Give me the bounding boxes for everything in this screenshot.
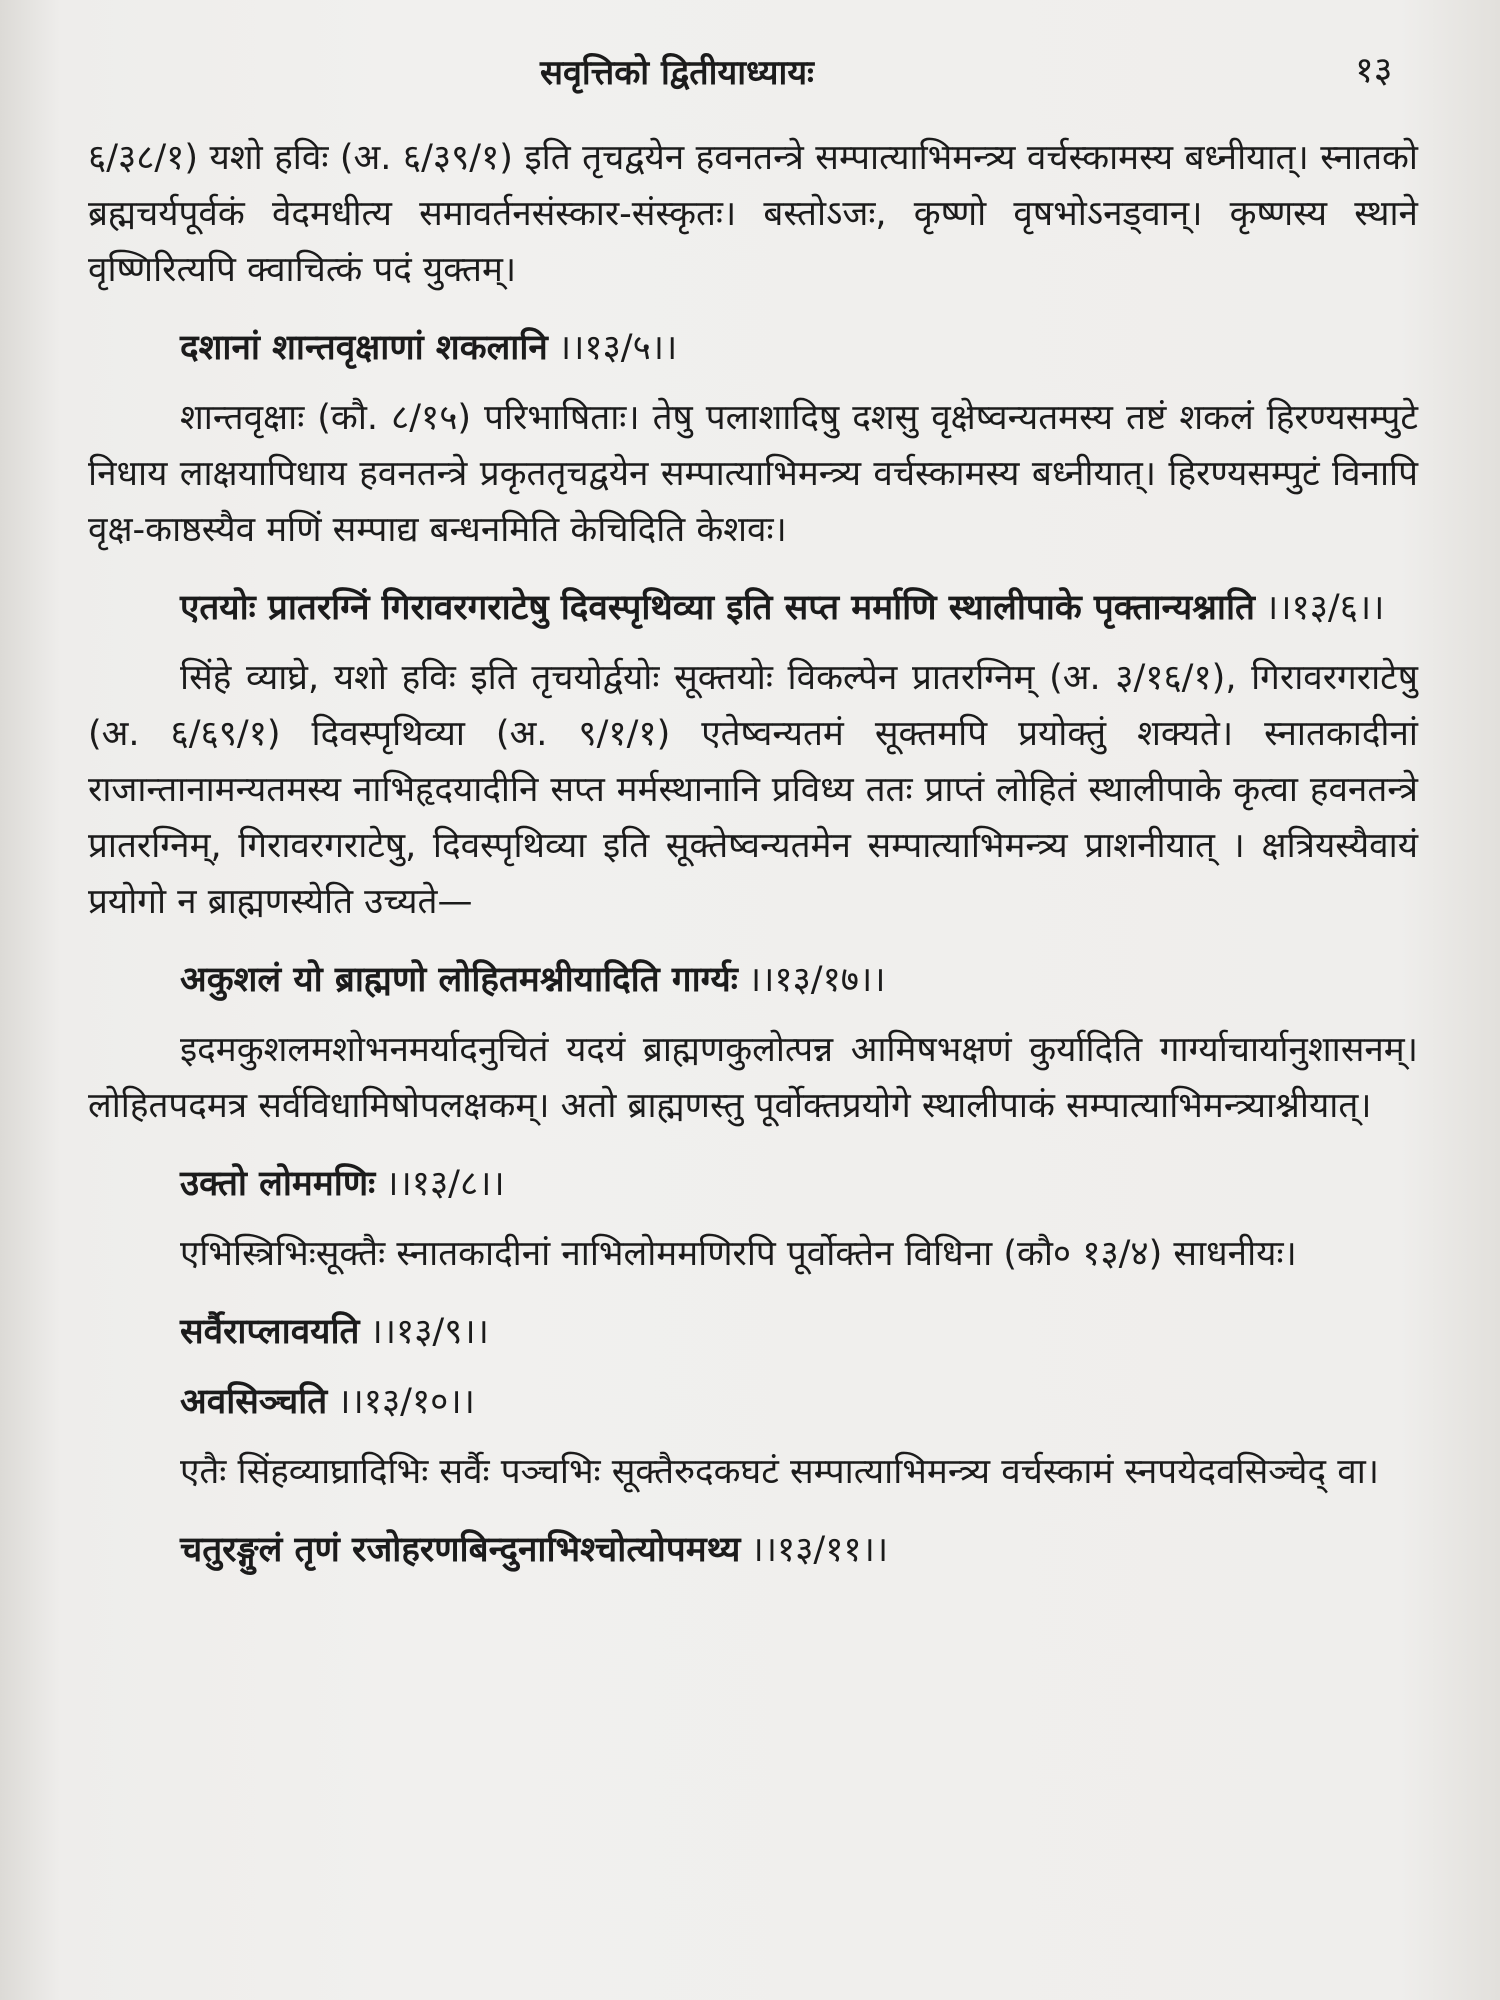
commentary-paragraph: इदमकुशलमशोभनमर्यादनुचितं यदयं ब्राह्मणकुलोत्पन्न आमिषभक्षणं कुर्यादिति गार्ग्याचार्यानुशासनम्। लोहितपदमत्र सर्वविधामिषोपलक्षकम्। अतो ब्राह्मणस्तु पूर्वोक्तप्रयोगे स्थालीपाकं सम्पात्याभिमन्त्र्याश्नीयात्। [88,1030,1418,1126]
commentary-paragraph: ६/३८/१) यशो हविः (अ. ६/३९/१) इति तृचद्वयेन हवनतन्त्रे सम्पात्याभिमन्त्र्य वर्चस्कामस्य बध्नीयात्। स्नातको ब्रह्मचर्यपूर्वकं वेदमधीत्य समावर्तनसंस्कार-संस्कृतः। बस्तोऽजः, कृष्णो वृषभोऽनड्वान्। कृष्णस्य स्थाने वृष्णिरित्यपि क्वाचित्कं पदं युक्तम्। [88,138,1418,290]
sutra-13-17 [88,952,1418,1008]
commentary-paragraph: एतैः सिंहव्याघ्रादिभिः सर्वैः पञ्चभिः सूक्तैरुदकघटं सम्पात्याभिमन्त्र्य वर्चस्कामं स्नपयेदवसिञ्चेद् वा। [180,1452,1380,1492]
sutra-reference: ।।१३/६।। [1265,588,1385,628]
sutra-reference: ।।१३/१०।। [337,1382,475,1422]
sutra-text: अकुशलं यो ब्राह्मणो लोहितमश्नीयादिति गार्ग्यः [180,960,738,1000]
page-number: १३ [1355,50,1393,91]
sutra-13-5 [88,320,1418,376]
sutra-text: उक्तो लोममणिः [180,1164,376,1204]
sutra-13-6 [88,580,1418,636]
page-body [88,130,1418,1592]
page-header [0,40,1500,93]
sutra-reference: ।।१३/८।। [385,1164,505,1204]
sutra-13-10 [88,1374,1418,1430]
commentary-paragraph: शान्तवृक्षाः (कौ. ८/१५) परिभाषिताः। तेषु पलाशादिषु दशसु वृक्षेष्वन्यतमस्य तष्टं शकलं हिरण्यसम्पुटे निधाय लाक्षयापिधाय हवनतन्त्रे प्रकृततृचद्वयेन सम्पात्याभिमन्त्र्य वर्चस्कामस्य बध्नीयात्। हिरण्यसम्पुटं विनापि वृक्ष-काष्ठस्यैव मणिं सम्पाद्य बन्धनमिति केचिदिति केशवः। [88,398,1418,550]
sutra-13-8 [88,1156,1418,1212]
sutra-text: अवसिञ्चति [180,1382,328,1422]
sutra-text: चतुरङ्गुलं तृणं रजोहरणबिन्दुनाभिश्चोत्योपमथ्य [180,1530,741,1570]
sutra-reference: ।।१३/१७।। [747,960,886,1000]
sutra-reference: ।।१३/५।। [557,328,678,368]
sutra-reference: ।।१३/९।। [369,1312,489,1352]
sutra-reference: ।।१३/११।। [750,1530,889,1570]
commentary-paragraph: सिंहे व्याघ्रे, यशो हविः इति तृचयोर्द्वयोः सूक्तयोः विकल्पेन प्रातरग्निम् (अ. ३/१६/१), गिरावरगराटेषु (अ. ६/६९/१) दिवस्पृथिव्या (अ. ९/१/१) एतेष्वन्यतमं सूक्तमपि प्रयोक्तुं शक्यते। स्नातकादीनां राजान्तानामन्यतमस्य नाभिहृदयादीनि सप्त मर्मस्थानानि प्रविध्य ततः प्राप्तं लोहितं स्थालीपाके कृत्वा हवनतन्त्रे प्रातरग्निम्, गिरावरगराटेषु, दिवस्पृथिव्या इति सूक्तेष्वन्यतमेन सम्पात्याभिमन्त्र्य प्राशनीयात् । क्षत्रियस्यैवायं प्रयोगो न ब्राह्मणस्येति उच्यते— [88,658,1418,922]
sutra-text: सर्वैराप्लावयति [180,1312,360,1352]
sutra-text: एतयोः प्रातरग्निं गिरावरगराटेषु दिवस्पृथिव्या इति सप्त मर्माणि स्थालीपाके पृक्तान्यश्नाति [180,588,1255,628]
sutra-text: दशानां शान्तवृक्षाणां शकलानि [180,328,548,368]
commentary-paragraph: एभिस्त्रिभिःसूक्तैः स्नातकादीनां नाभिलोममणिरपि पूर्वोक्तेन विधिना (कौ० १३/४) साधनीयः। [180,1234,1297,1274]
sutra-13-11 [88,1522,1418,1578]
running-title: सवृत्तिको द्वितीयाध्यायः [540,53,814,93]
sutra-13-9 [88,1304,1418,1360]
